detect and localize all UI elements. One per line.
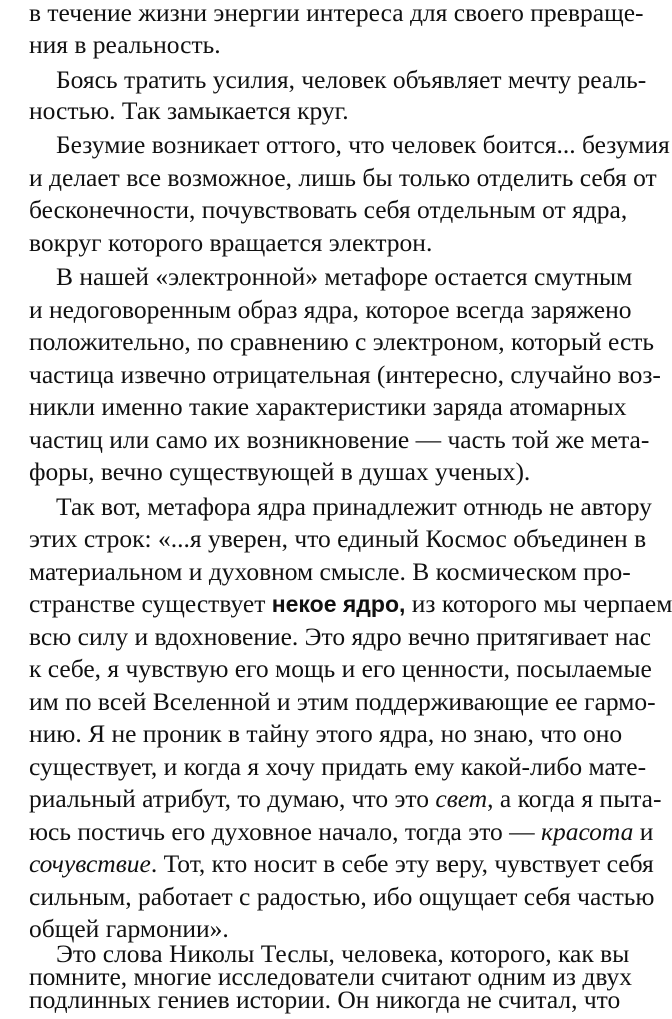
- text-line: положительно, по сравнению с электроном, который есть: [29, 327, 655, 356]
- text-line: в течение жизни энергии интереса для своего превраще-: [29, 0, 644, 27]
- text-line: существует, и когда я хочу придать ему какой-либо мате-: [29, 752, 647, 781]
- text-line: нию. Я не проник в тайну этого ядра, но знаю, что оно: [29, 719, 623, 748]
- paragraph-first-line: Боясь тратить усилия, человек объявляет мечту реаль-: [56, 65, 647, 94]
- text-span: . Тот, кто носит в себе эту веру, чувствует себя: [150, 849, 654, 878]
- text-line: и делает все возможное, лишь бы только отделить себя от: [29, 163, 657, 192]
- text-span: риальный атрибут, то думаю, что это: [29, 784, 436, 813]
- text-line: общей гармонии».: [29, 914, 229, 943]
- text-line: всю силу и вдохновение. Это ядро вечно притягивает нас: [29, 622, 652, 651]
- text-span: юсь постичь его духовное начало, тогда это —: [29, 817, 542, 846]
- text-line: материальном и духовном смысле. В космическом про-: [29, 557, 631, 586]
- text-span: из которого мы черпаем: [405, 589, 672, 618]
- text-line: сильным, работает с радостью, ибо ощущает себя частью: [29, 882, 655, 911]
- paragraph-first-line: Это слова Николы Теслы, человека, которого, как вы: [56, 939, 630, 968]
- text-line: форы, вечно существующей в душах ученых).: [29, 457, 531, 486]
- bold-emphasis: некое ядро,: [271, 591, 406, 617]
- text-line: ния в реальность.: [29, 30, 221, 59]
- text-line: частиц или само их возникновение — часть той же мета-: [29, 425, 650, 454]
- text-line: подлинных гениев истории. Он никогда не считал, что: [29, 985, 621, 1014]
- text-line: вокруг которого вращается электрон.: [29, 228, 433, 257]
- text-line: ностью. Так замыкается круг.: [29, 96, 349, 125]
- text-span: , а когда я пыта-: [487, 784, 662, 813]
- italic-emphasis: красота: [541, 817, 634, 846]
- text-line: к себе, я чувствую его мощь и его ценности, посылаемые: [29, 654, 652, 683]
- italic-emphasis: сочувствие: [29, 849, 151, 878]
- text-line: помните, многие исследователи считают одним из двух: [29, 962, 632, 991]
- paragraph-first-line: Так вот, метафора ядра принадлежит отнюдь не автору: [56, 492, 652, 521]
- paragraph-first-line: Безумие возникает оттого, что человек боится... безумия: [56, 130, 670, 159]
- text-line: бесконечности, почувствовать себя отдельным от ядра,: [29, 195, 628, 224]
- text-line: никли именно такие характеристики заряда атомарных: [29, 392, 627, 421]
- text-line: частица извечно отрицательная (интересно, случайно воз-: [29, 360, 661, 389]
- text-span: и: [633, 817, 654, 846]
- text-line: им по всей Вселенной и этим поддерживающие ее гармо-: [29, 687, 656, 716]
- italic-emphasis: свет: [435, 784, 488, 813]
- text-line: этих строк: «...я уверен, что единый Космос объединен в: [29, 524, 647, 553]
- paragraph-first-line: В нашей «электронной» метафоре остается смутным: [56, 262, 633, 291]
- text-line: и недоговоренным образ ядра, которое всегда заряжено: [29, 295, 632, 324]
- text-span: странстве существует: [29, 589, 272, 618]
